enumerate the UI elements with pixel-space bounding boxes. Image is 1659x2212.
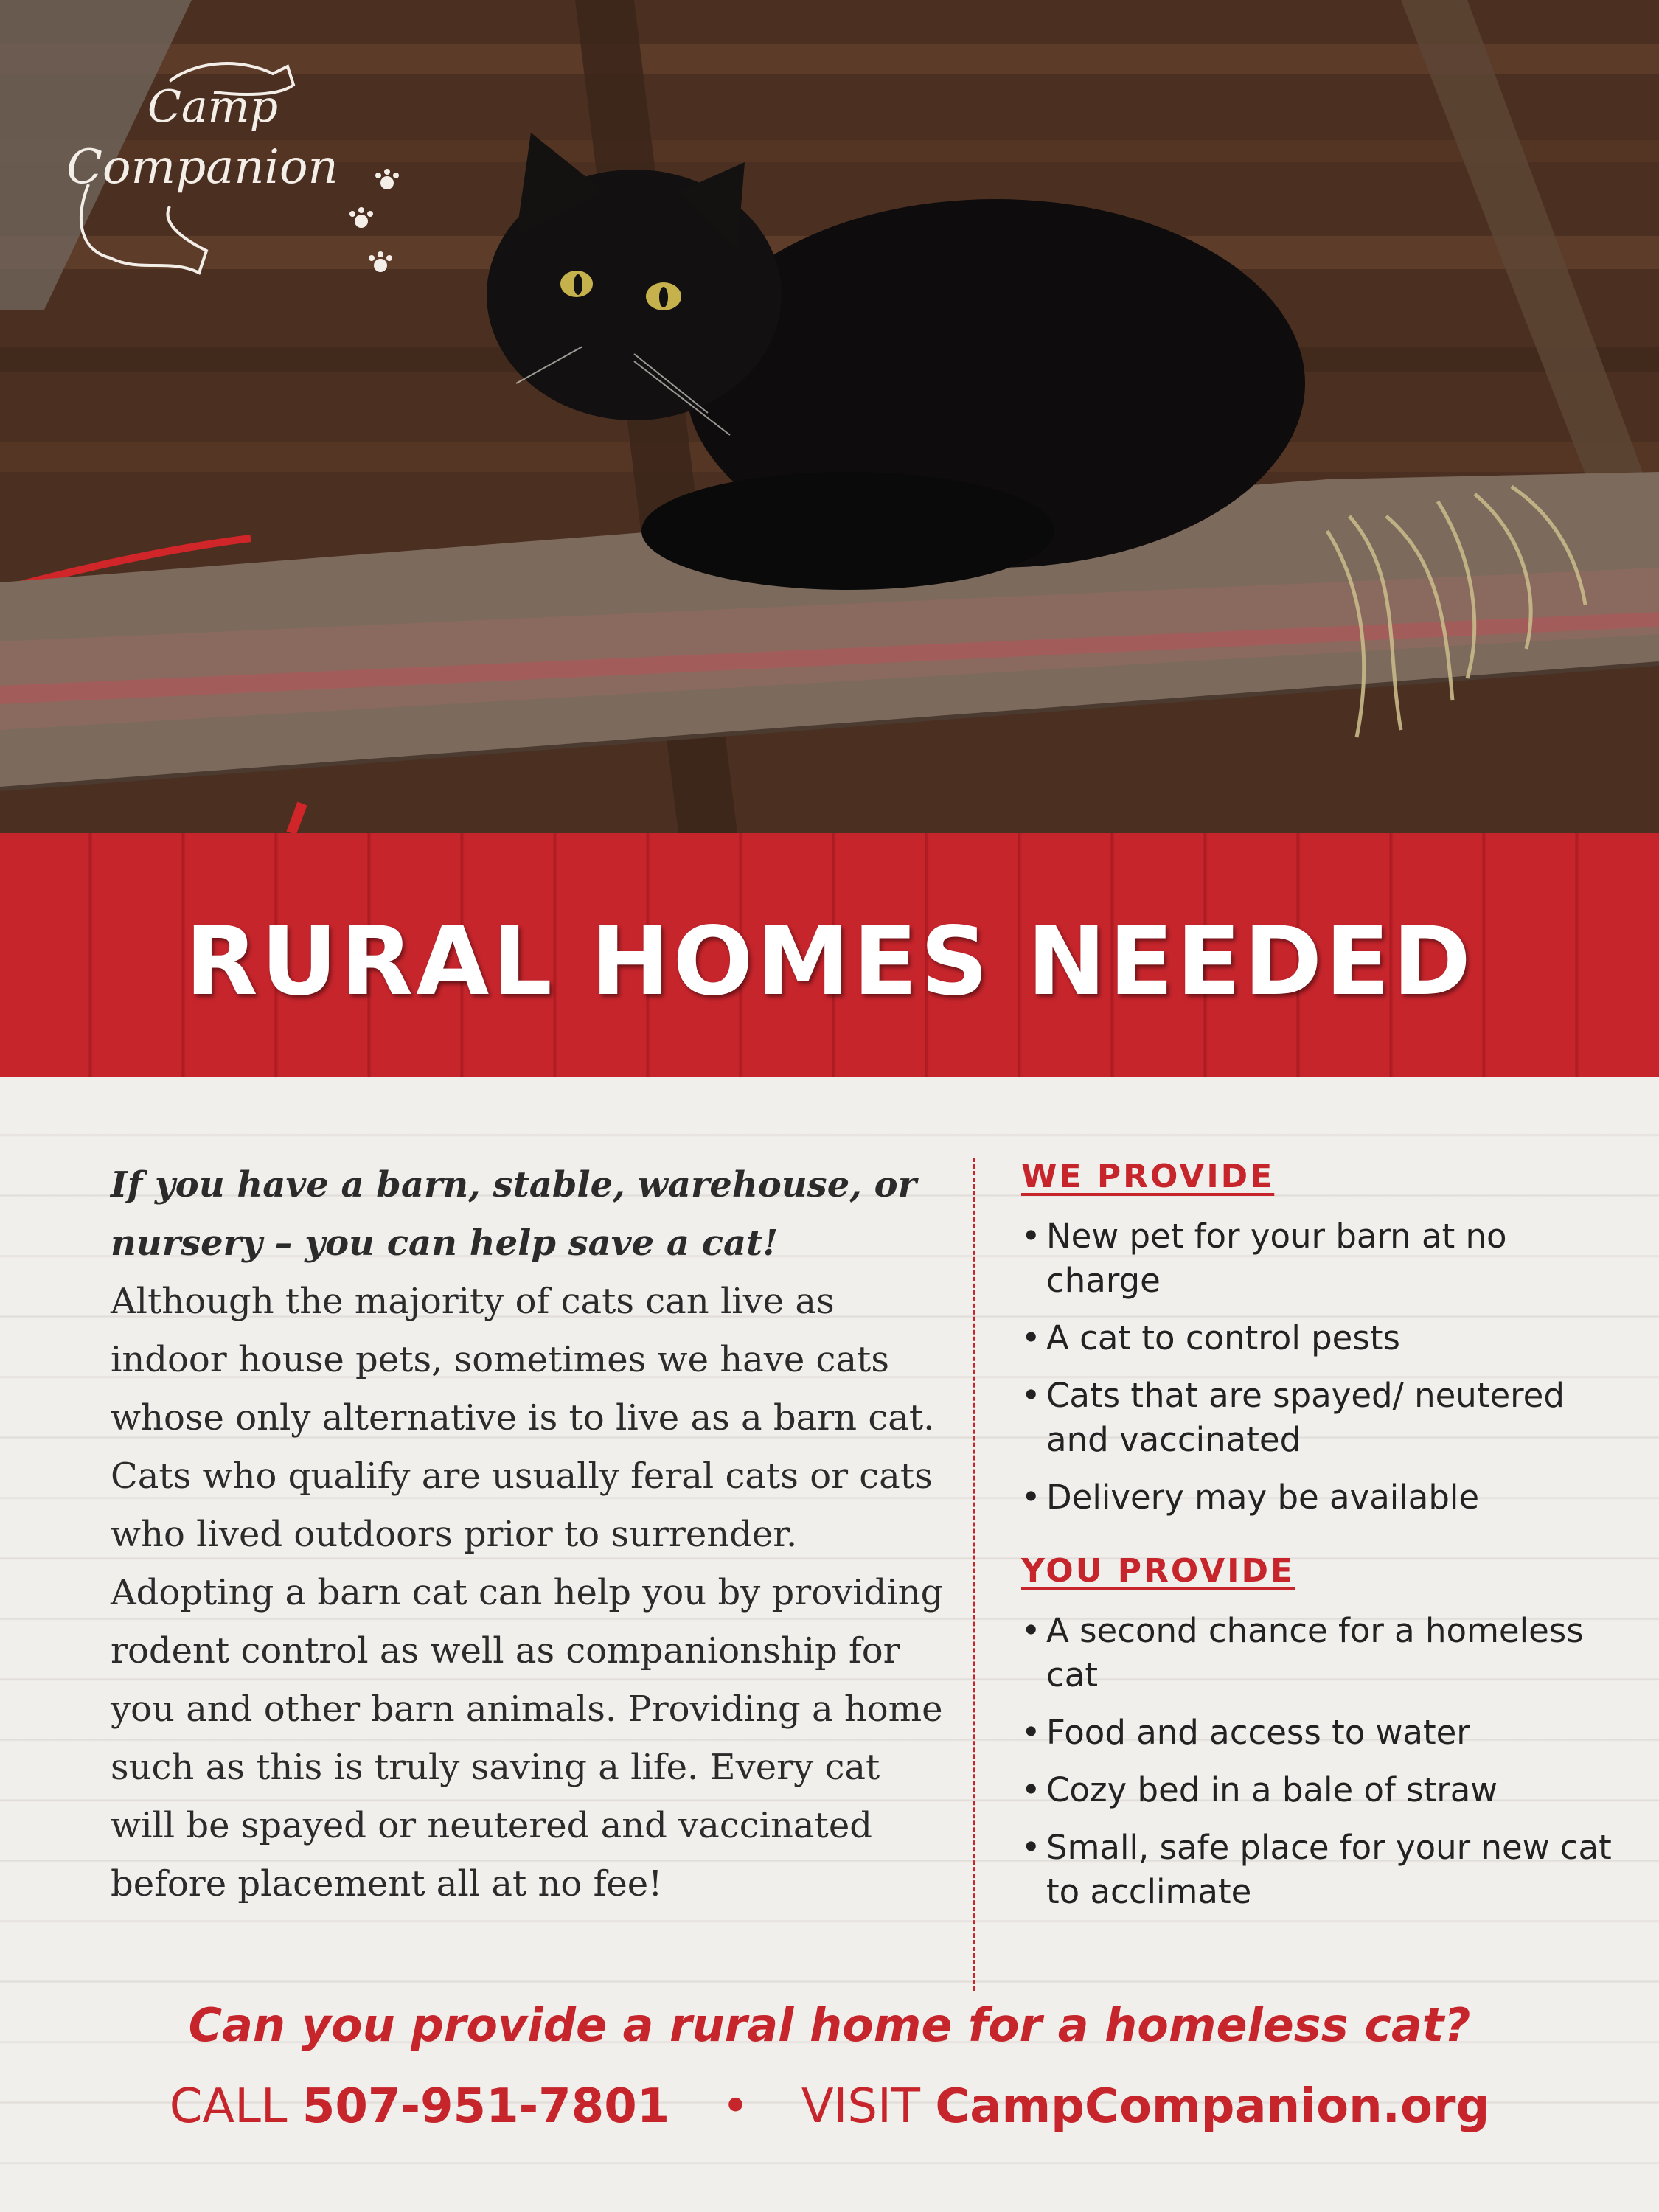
we-provide-heading: WE PROVIDE — [1021, 1158, 1275, 1195]
hero-photo — [0, 0, 1659, 833]
bullet: • — [1021, 1713, 1041, 1752]
phone-link[interactable]: 507-951-7801 — [302, 2079, 670, 2134]
item-text: Cats that are spayed/ neutered and vaccinated — [1046, 1376, 1565, 1459]
we-provide-item — [1021, 1374, 1626, 1462]
item-text: New pet for your barn at no charge — [1046, 1217, 1507, 1300]
bullet: • — [1021, 1217, 1041, 1256]
we-provide-item — [1021, 1475, 1626, 1520]
we-provide-item — [1021, 1316, 1626, 1360]
you-provide-item — [1021, 1711, 1626, 1755]
item-text: A cat to control pests — [1046, 1318, 1400, 1357]
we-provide-item — [1021, 1214, 1626, 1303]
separator: • — [721, 2079, 750, 2134]
intro-body: Although the majority of cats can live as indoor house pets, sometimes we have cats whose only alternative is to live as a barn cat. Cats who qualify are usually feral cats or cats who lived outdoors prior to surrender. Adopting a barn cat can help you by providing rodent control as well as companionship for you and other barn animals. Providing a home such as this is truly saving a life. Every cat will be spayed or neutered and vaccinated before placement all at no fee! — [111, 1281, 944, 1905]
item-text: Small, safe place for your new cat to acclimate — [1046, 1828, 1612, 1911]
bullet: • — [1021, 1478, 1041, 1517]
intro-paragraph — [111, 1156, 944, 1913]
title-banner — [0, 833, 1659, 1077]
website-link[interactable]: CampCompanion.org — [935, 2079, 1490, 2134]
column-divider — [973, 1158, 975, 1991]
visit-label: VISIT — [801, 2079, 920, 2134]
bullet: • — [1021, 1828, 1041, 1867]
logo-text-camp: Camp — [147, 81, 278, 133]
page-title: RURAL HOMES NEEDED — [185, 907, 1474, 1017]
logo-text-companion: Companion — [66, 140, 338, 195]
item-text: Cozy bed in a bale of straw — [1046, 1770, 1498, 1809]
cta-question: Can you provide a rural home for a homeless cat? — [188, 1998, 1471, 2052]
info-panel — [0, 1077, 1659, 2212]
item-text: A second chance for a homeless cat — [1046, 1611, 1584, 1694]
bullet: • — [1021, 1318, 1041, 1357]
intro-lead: If you have a barn, stable, warehouse, or nursery – you can help save a cat! — [111, 1164, 917, 1264]
bullet: • — [1021, 1770, 1041, 1809]
item-text: Delivery may be available — [1046, 1478, 1480, 1517]
call-label: CALL — [169, 2079, 288, 2134]
bullet: • — [1021, 1611, 1041, 1650]
bullet: • — [1021, 1376, 1041, 1415]
you-provide-item — [1021, 1609, 1626, 1697]
item-text: Food and access to water — [1046, 1713, 1470, 1752]
you-provide-item — [1021, 1768, 1626, 1812]
provide-column — [1021, 1158, 1626, 1927]
camp-companion-logo — [59, 52, 413, 288]
you-provide-heading: YOU PROVIDE — [1021, 1552, 1295, 1590]
contact-line — [0, 2079, 1659, 2134]
you-provide-item — [1021, 1826, 1626, 1914]
